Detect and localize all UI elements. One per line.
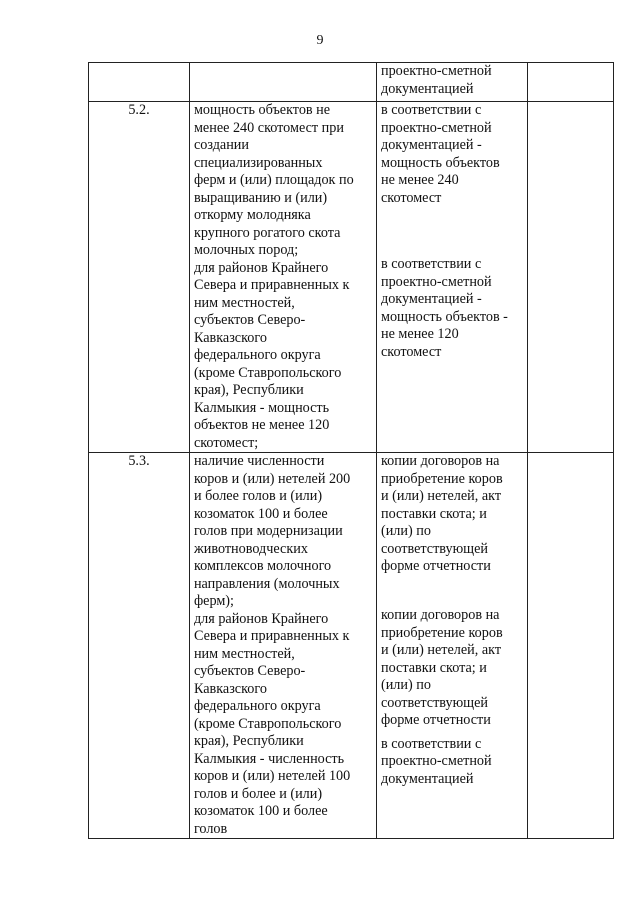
condition-text-north: для районов Крайнего Севера и приравненных к ним местностей, субъектов Северо- Кавказского федерального округа (кроме Ставропольского края), Республики Калмыкия - мощность объектов не менее 120 скотомест;	[193, 259, 350, 451]
documents-text-north: копии договоров на приобретение коров и (или) нетелей, акт поставки скота; и (или) по соответствующей форме отчетности	[380, 607, 503, 728]
extra-cell	[527, 453, 613, 839]
condition-text-north: для районов Крайнего Севера и приравненных к ним местностей, субъектов Северо- Кавказского федерального округа (кроме Ставропольского края), Республики Калмыкия - численность коров и (или) нетелей 100 голов и более и (или) козоматок 100 и более голов	[193, 610, 351, 837]
documents-text-main: копии договоров на приобретение коров и (или) нетелей, акт поставки скота; и (или) по соответствующей форме отчетности	[380, 453, 503, 574]
condition-cell	[189, 453, 376, 839]
item-number-cell	[89, 63, 190, 102]
condition-text-main: наличие численности коров и (или) нетелей 200 и более голов и (или) козоматок 100 и более голов при модернизации животноводческих комплексов молочного направления (молочных ферм);	[193, 453, 351, 609]
item-number-cell: 5.3.	[89, 453, 190, 839]
documents-cell	[376, 453, 527, 839]
condition-text-main: мощность объектов не менее 240 скотомест при создании специализированных ферм и (или) площадок по выращиванию и (или) откорму молодняка крупного рогатого скота молочных пород;	[193, 102, 354, 258]
documents-cell	[376, 63, 527, 102]
documents-cell	[376, 102, 527, 453]
item-number-cell: 5.2.	[89, 102, 190, 453]
documents-text: проектно-сметной документацией	[380, 63, 492, 97]
extra-cell	[527, 102, 613, 453]
table-row	[89, 453, 614, 839]
table-row	[89, 102, 614, 453]
documents-text-project: в соответствии с проектно-сметной документацией	[380, 735, 492, 787]
table-row	[89, 63, 614, 102]
page-number: 9	[316, 33, 324, 48]
documents-text-north: в соответствии с проектно-сметной документацией - мощность объектов - не менее 120 скотомест	[380, 256, 508, 360]
condition-cell	[189, 102, 376, 453]
documents-text-main: в соответствии с проектно-сметной документацией - мощность объектов не менее 240 скотомест	[380, 102, 500, 206]
requirements-table	[88, 62, 614, 839]
extra-cell	[527, 63, 613, 102]
condition-cell	[189, 63, 376, 102]
